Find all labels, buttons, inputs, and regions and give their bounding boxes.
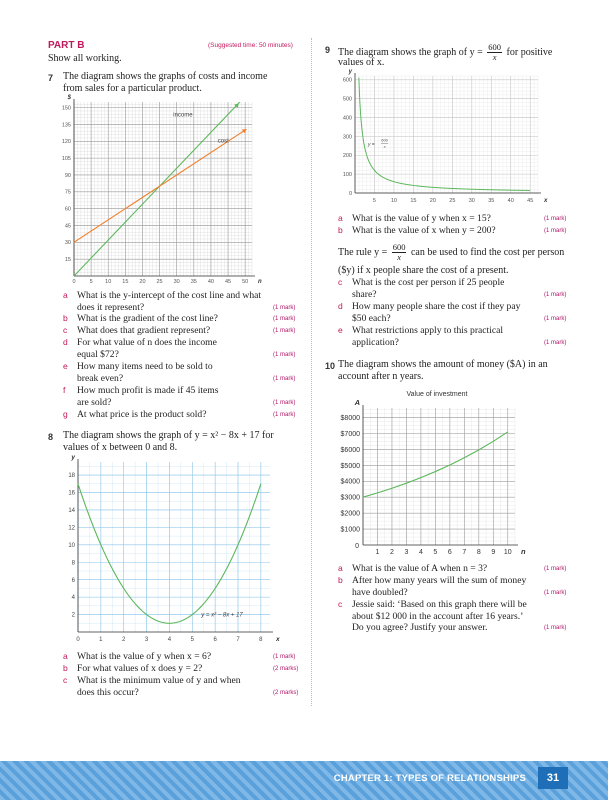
y-tick-label: 4 [71, 595, 75, 602]
subquestion-letter: b [63, 313, 68, 323]
y-axis-label: A [354, 398, 360, 407]
mark-allocation: (1 mark) [273, 304, 296, 311]
x-tick-label: 8 [476, 549, 481, 556]
subquestion-letter: a [63, 651, 68, 661]
x-axis-label: x [544, 198, 548, 204]
curve-label: y = x² − 8x + 17 [201, 612, 243, 619]
y-tick-label: 400 [342, 115, 352, 122]
x-tick-label: 25 [449, 198, 456, 204]
x-tick-label: 2 [122, 637, 126, 643]
x-tick-label: 10 [390, 198, 397, 204]
y-axis-label: y [71, 454, 75, 461]
subquestion-text: What is the value of x when y = 200? [352, 225, 496, 236]
subquestion-text: What is the cost per person if 25 people [352, 277, 505, 288]
x-tick-label: 8 [259, 637, 263, 643]
series-label: cost [217, 138, 229, 145]
subquestion-letter: b [338, 225, 343, 235]
q7-text: The diagram shows the graphs of costs and income [63, 71, 268, 82]
y-tick-label: 90 [64, 172, 71, 179]
x-tick-label: 9 [491, 549, 496, 556]
mark-allocation: (1 mark) [273, 399, 296, 406]
y-tick-label: $2000 [340, 510, 360, 518]
subquestion-text: What is the value of A when n = 3? [352, 563, 488, 574]
y-tick-label: $6000 [340, 446, 360, 454]
fraction-denominator: x [492, 52, 497, 62]
q9-text-2: values of x. [338, 57, 385, 68]
x-tick-label: 40 [207, 279, 214, 285]
y-axis-label: $ [67, 95, 71, 101]
subquestion-text: Do you agree? Justify your answer. [352, 622, 488, 633]
x-tick-label: 40 [507, 198, 514, 204]
q10-text-2: account after n years. [338, 371, 424, 382]
y-tick-label: 30 [64, 240, 71, 247]
y-tick-label: $8000 [340, 415, 360, 423]
x-tick-label: 4 [418, 549, 423, 556]
rule-text-2: ($y) if x people share the cost of a present. [338, 265, 509, 276]
y-tick-label: 18 [68, 473, 75, 480]
q7-text-2: from sales for a particular product. [63, 83, 202, 94]
x-tick-label: 15 [122, 279, 129, 285]
x-tick-label: 3 [404, 549, 409, 556]
y-tick-label: 500 [342, 96, 352, 103]
mark-allocation: (1 mark) [273, 316, 296, 322]
subquestion-text: What is the gradient of the cost line? [77, 313, 218, 324]
subquestion-letter: d [63, 337, 68, 347]
subquestion-text: What is the y-intercept of the cost line and what [77, 290, 262, 301]
x-tick-label: 6 [213, 637, 217, 643]
x-tick-label: 10 [105, 279, 112, 285]
subquestion-letter: b [63, 663, 68, 673]
subquestion-letter: a [63, 290, 68, 300]
y-tick-label: $4000 [340, 478, 360, 486]
mark-allocation: (1 mark) [544, 315, 567, 322]
subquestion-text: equal $72? [77, 348, 119, 360]
subquestion-text: What is the minimum value of y and when [77, 675, 241, 686]
x-axis-label: n [258, 279, 262, 285]
mark-allocation: (1 mark) [544, 228, 567, 234]
subquestion-letter: a [338, 213, 343, 223]
x-tick-label: 1 [99, 637, 103, 643]
y-tick-label: 120 [61, 139, 71, 146]
subquestion-text: At what price is the product sold? [77, 409, 207, 420]
subquestion-letter: e [63, 361, 68, 371]
investment-chart [325, 384, 535, 558]
x-tick-label: 20 [139, 279, 146, 285]
y-tick-label: 14 [68, 508, 75, 515]
y-tick-label: 15 [64, 257, 71, 264]
y-tick-label: 12 [68, 525, 75, 532]
x-tick-label: 45 [224, 279, 232, 285]
subquestion-text: $50 each? [352, 312, 391, 324]
y-tick-label: 600 [342, 77, 352, 84]
y-tick-label: 6 [71, 577, 75, 584]
fraction-denominator: x [397, 252, 401, 262]
subquestion-text: What is the value of y when x = 6? [77, 651, 212, 662]
subquestion-text: For what values of x does y = 2? [77, 663, 203, 674]
q9-text-pre: The diagram shows the graph of y = [338, 46, 483, 58]
subquestion-text: For what value of n does the income [77, 337, 217, 348]
mark-allocation: (1 mark) [273, 351, 296, 358]
x-tick-label: 35 [488, 198, 495, 204]
cost-income-chart [60, 96, 260, 288]
mark-allocation: (1 mark) [544, 216, 567, 222]
column-divider [311, 38, 312, 706]
subquestion-text: have doubled? [352, 586, 408, 598]
chapter-title: CHAPTER 1: TYPES OF RELATIONSHIPS [333, 773, 526, 784]
subquestion-text: does it represent? [77, 301, 145, 313]
question-number: 7 [48, 73, 54, 83]
mark-allocation: (2 marks) [273, 689, 299, 696]
subquestion-letter: g [63, 409, 68, 419]
y-tick-label: 0 [348, 190, 352, 197]
x-axis-label: x [276, 636, 280, 643]
q10-text: The diagram shows the amount of money ($A) in an [338, 359, 548, 370]
mark-allocation: (1 mark) [273, 328, 296, 334]
y-tick-label: 135 [61, 122, 71, 129]
y-tick-label: 8 [71, 560, 75, 567]
mark-allocation: (1 mark) [544, 339, 567, 346]
parabola-chart [60, 456, 286, 648]
subquestion-text: application? [352, 336, 399, 348]
y-tick-label: 200 [342, 153, 352, 160]
subquestion-letter: c [338, 277, 343, 287]
subquestion-text: share? [352, 288, 377, 300]
y-axis-label: y [348, 69, 352, 75]
x-tick-label: 30 [468, 198, 475, 204]
subquestion-text: What does that gradient represent? [77, 325, 211, 336]
q8-text-2: values of x between 0 and 8. [63, 442, 178, 453]
subquestion-text: How much profit is made if 45 items [77, 385, 219, 396]
subquestion-letter: b [338, 575, 343, 585]
mark-allocation: (1 mark) [544, 625, 567, 631]
x-tick-label: 25 [156, 279, 163, 285]
rule-text-post: can be used to find the cost per person [410, 246, 565, 258]
y-tick-label: $5000 [340, 462, 360, 470]
y-tick-label: 105 [61, 156, 71, 163]
subquestion-letter: c [63, 675, 68, 685]
x-tick-label: 5 [433, 549, 438, 556]
subquestion-letter: c [63, 325, 68, 335]
x-tick-label: 5 [89, 279, 93, 285]
subquestion-text: After how many years will the sum of money [352, 575, 527, 586]
footer-band [0, 761, 608, 800]
y-tick-label: 45 [64, 223, 71, 230]
x-tick-label: 0 [76, 637, 80, 643]
y-tick-label: 10 [68, 542, 75, 549]
mark-allocation: (1 mark) [273, 654, 296, 660]
x-tick-label: 35 [190, 279, 197, 285]
y-tick-label: 150 [61, 105, 71, 112]
plot-area [78, 462, 270, 632]
x-tick-label: 50 [242, 279, 249, 285]
subquestion-letter: a [338, 563, 343, 573]
y-tick-label: 16 [68, 490, 75, 497]
fraction [392, 243, 407, 262]
mark-allocation: (2 marks) [273, 666, 299, 672]
y-tick-label: 300 [342, 134, 352, 141]
curve-label-y: y = [367, 141, 375, 148]
rule-text [338, 243, 564, 262]
part-title: PART B [48, 40, 85, 51]
mark-allocation: (1 mark) [544, 589, 567, 596]
x-tick-label: 1 [375, 549, 380, 556]
x-tick-label: 0 [72, 279, 76, 285]
question-number: 8 [48, 432, 54, 442]
mark-allocation: (1 mark) [273, 375, 296, 382]
mark-allocation: (1 mark) [273, 412, 296, 418]
subquestion-text: about $12 000 in the account after 16 years.’ [352, 610, 524, 622]
curve-label-num: 600 [381, 137, 388, 143]
plot-area [363, 408, 515, 545]
x-tick-label: 45 [527, 198, 534, 204]
rule-text-pre: The rule y = [338, 246, 388, 258]
subquestion-text: does this occur? [77, 686, 139, 698]
subquestion-letter: e [338, 325, 343, 335]
x-tick-label: 30 [173, 279, 180, 285]
fraction [487, 43, 502, 62]
y-tick-label: $1000 [340, 526, 360, 534]
x-tick-label: 3 [144, 637, 149, 643]
y-tick-label: 100 [342, 172, 352, 179]
x-tick-label: 7 [236, 637, 240, 643]
x-tick-label: 7 [462, 549, 467, 556]
x-tick-label: 6 [447, 549, 452, 556]
x-tick-label: 20 [429, 198, 436, 204]
mark-allocation: (1 mark) [544, 291, 567, 298]
fraction-numerator: 600 [488, 42, 502, 52]
y-tick-label: 75 [64, 189, 71, 196]
reciprocal-chart [333, 69, 548, 206]
subquestion-letter: f [63, 385, 66, 395]
x-tick-label: 2 [389, 549, 394, 556]
subquestion-text: How many items need to be sold to [77, 361, 213, 372]
curve-label-den: x [383, 144, 386, 150]
subquestion-text: break even? [77, 372, 124, 384]
x-tick-label: 15 [410, 198, 417, 204]
subquestion-letter: d [338, 301, 343, 311]
instruction: Show all working. [48, 53, 122, 64]
question-number: 10 [325, 361, 336, 371]
question-number: 9 [325, 45, 331, 55]
subquestion-text: are sold? [77, 396, 112, 408]
fraction-numerator: 600 [392, 242, 406, 252]
mark-allocation: (1 mark) [544, 566, 567, 572]
subquestion-text: Jessie said: ‘Based on this graph there will be [352, 599, 527, 610]
subquestion-text: How many people share the cost if they pay [352, 301, 521, 312]
y-tick-label: $3000 [340, 494, 360, 502]
origin-label: 0 [355, 543, 359, 550]
series-label: income [173, 112, 193, 119]
y-tick-label: 60 [64, 206, 71, 213]
page-number: 31 [538, 767, 568, 789]
x-tick-label: 10 [503, 549, 512, 556]
x-tick-label: 5 [190, 637, 194, 643]
q9-text-post: for positive [506, 46, 553, 58]
suggested-time: (Suggested time: 50 minutes) [208, 42, 293, 49]
x-axis-label: n [521, 547, 526, 556]
chart-title: Value of investment [406, 391, 468, 398]
subquestion-letter: c [338, 599, 343, 609]
subquestion-text: What restrictions apply to this practical [352, 325, 504, 336]
y-tick-label: 2 [71, 612, 75, 619]
x-tick-label: 4 [167, 637, 172, 643]
x-tick-label: 5 [372, 198, 376, 204]
y-tick-label: $7000 [340, 430, 360, 438]
q8-text: The diagram shows the graph of y = x² − 8x + 17 for [63, 430, 274, 441]
subquestion-text: What is the value of y when x = 15? [352, 213, 491, 224]
